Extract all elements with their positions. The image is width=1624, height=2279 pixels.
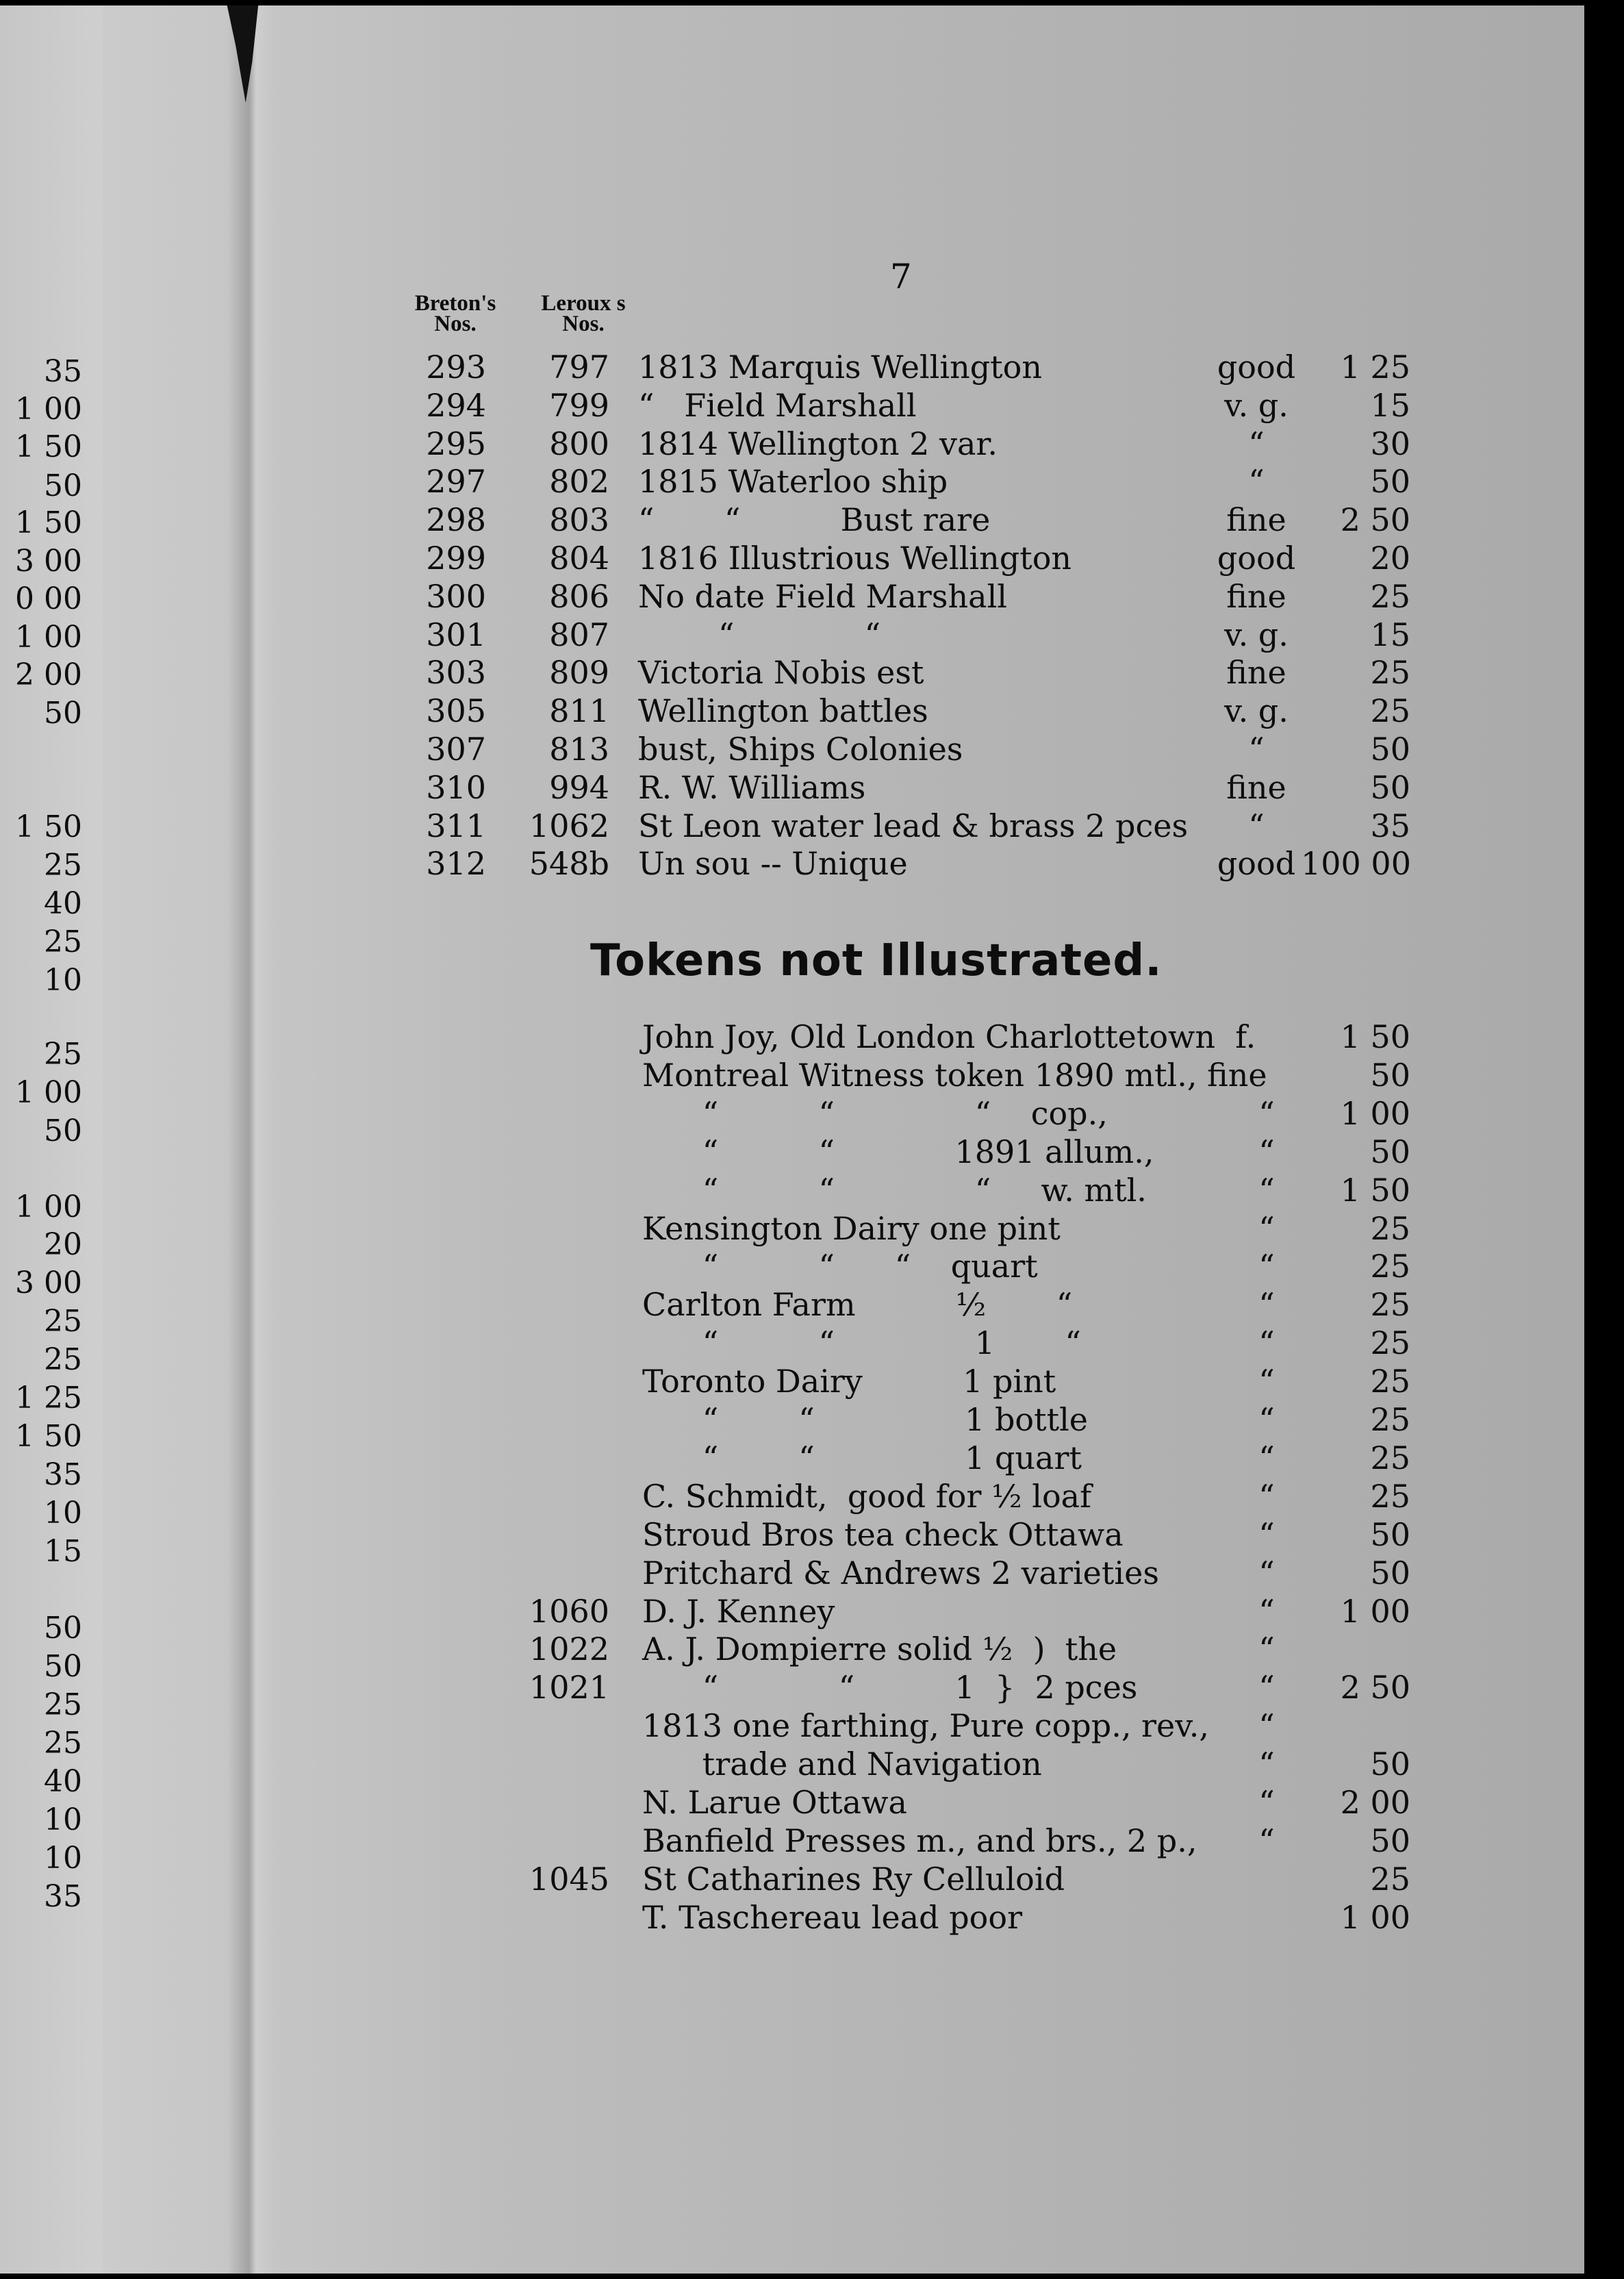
left-margin-value: 25 — [44, 1304, 82, 1339]
breton-number: 303 — [426, 654, 486, 692]
condition: good — [1217, 349, 1296, 386]
price: 25 — [1370, 1209, 1410, 1247]
leroux-number: 548b — [529, 845, 609, 883]
left-margin-value: 10 — [44, 963, 82, 998]
description: No date Field Marshall — [638, 577, 1007, 615]
price: 25 — [1370, 1477, 1410, 1515]
left-margin-value: 1 00 — [15, 1189, 82, 1224]
price: 30 — [1370, 425, 1410, 462]
description: “ “ 1 bottle — [642, 1401, 1089, 1438]
breton-number: 310 — [426, 768, 486, 806]
breton-number: 298 — [426, 501, 486, 539]
price: 50 — [1370, 1515, 1410, 1553]
header-breton: Breton's Nos. — [414, 291, 496, 336]
left-margin-value: 50 — [44, 1113, 82, 1148]
price: 25 — [1370, 1860, 1410, 1898]
leroux-number: 799 — [549, 386, 609, 424]
condition: good — [1217, 845, 1296, 883]
description: C. Schmidt, good for ½ loaf — [642, 1477, 1092, 1515]
condition: “ — [1258, 1630, 1275, 1668]
leroux-number: 804 — [549, 540, 609, 577]
price: 2 50 — [1340, 501, 1410, 539]
condition: “ — [1258, 1248, 1275, 1285]
left-margin-value: 1 50 — [15, 1419, 82, 1454]
description: Toronto Dairy 1 pint — [642, 1363, 1056, 1400]
description: trade and Navigation — [642, 1746, 1042, 1783]
description: 1815 Waterloo ship — [638, 463, 948, 501]
description: Victoria Nobis est — [638, 654, 924, 692]
leroux-number: 807 — [549, 616, 609, 653]
description: St Leon water lead & brass 2 pces — [638, 807, 1189, 844]
left-margin-value: 50 — [44, 468, 82, 503]
condition: “ — [1258, 1401, 1275, 1438]
description: “ “ — [638, 616, 881, 653]
price: 25 — [1370, 654, 1410, 692]
price: 2 50 — [1340, 1669, 1410, 1707]
breton-number: 311 — [426, 807, 486, 844]
description: “ “ 1 } 2 pces — [642, 1669, 1138, 1707]
leroux-number: 813 — [549, 731, 609, 768]
left-margin-value: 25 — [44, 924, 82, 959]
condition: v. g. — [1224, 692, 1289, 730]
description: Pritchard & Andrews 2 varieties — [642, 1554, 1159, 1591]
left-margin-value: 25 — [44, 848, 82, 883]
condition: “ — [1258, 1324, 1275, 1362]
description: bust, Ships Colonies — [638, 731, 963, 768]
price: 1 25 — [1340, 349, 1410, 386]
price: 20 — [1370, 540, 1410, 577]
price: 50 — [1370, 1746, 1410, 1783]
page-number: 7 — [890, 257, 912, 297]
left-margin-value: 1 50 — [15, 505, 82, 540]
description: “ Field Marshall — [638, 386, 917, 424]
left-margin-value: 10 — [44, 1496, 82, 1531]
condition: “ — [1258, 1094, 1275, 1132]
price: 25 — [1370, 1248, 1410, 1285]
price: 50 — [1370, 768, 1410, 806]
condition: “ — [1258, 1592, 1275, 1630]
description: “ “ “ w. mtl. — [642, 1171, 1147, 1209]
condition: fine — [1226, 577, 1286, 615]
catalog-number: 1022 — [529, 1630, 609, 1668]
description: Kensington Dairy one pint — [642, 1209, 1061, 1247]
price: 50 — [1370, 1133, 1410, 1170]
description: Un sou -- Unique — [638, 845, 908, 883]
scan-edge-bottom — [0, 2274, 1624, 2279]
condition: fine — [1226, 501, 1286, 539]
description: “ “ 1 quart — [642, 1439, 1082, 1476]
section-heading: Tokens not Illustrated. — [590, 935, 1163, 986]
left-margin-value: 0 00 — [15, 581, 82, 616]
left-margin-value: 1 25 — [15, 1381, 82, 1415]
left-margin-value: 20 — [44, 1227, 82, 1262]
price: 25 — [1370, 1324, 1410, 1362]
description: John Joy, Old London Charlottetown f. — [642, 1018, 1256, 1055]
scan-edge-right — [1584, 0, 1624, 2279]
description: Carlton Farm ½ “ — [642, 1286, 1073, 1324]
left-margin-value: 50 — [44, 1611, 82, 1646]
left-margin-value: 3 00 — [15, 544, 82, 579]
price: 50 — [1370, 1554, 1410, 1591]
leroux-number: 994 — [549, 768, 609, 806]
price: 1 00 — [1340, 1094, 1410, 1132]
condition: fine — [1226, 654, 1286, 692]
leroux-number: 803 — [549, 501, 609, 539]
description: St Catharines Ry Celluloid — [642, 1860, 1065, 1898]
catalog-number: 1021 — [529, 1669, 609, 1707]
left-margin-value: 10 — [44, 1841, 82, 1876]
breton-number: 294 — [426, 386, 486, 424]
condition: “ — [1258, 1784, 1275, 1821]
description: “ “ 1891 allum., — [642, 1133, 1154, 1170]
condition: “ — [1258, 1554, 1275, 1591]
leroux-number: 1062 — [529, 807, 609, 844]
condition: “ — [1258, 1477, 1275, 1515]
breton-number: 307 — [426, 731, 486, 768]
left-margin-value: 25 — [44, 1342, 82, 1377]
condition: “ — [1258, 1209, 1275, 1247]
condition: v. g. — [1224, 616, 1289, 653]
price: 35 — [1370, 807, 1410, 844]
price: 25 — [1370, 577, 1410, 615]
left-margin-value: 10 — [44, 1802, 82, 1837]
description: T. Taschereau lead poor — [642, 1898, 1023, 1936]
condition: “ — [1248, 731, 1265, 768]
description: 1813 one farthing, Pure copp., rev., — [642, 1707, 1210, 1745]
condition: “ — [1258, 1133, 1275, 1170]
price: 1 00 — [1340, 1898, 1410, 1936]
breton-number: 297 — [426, 463, 486, 501]
left-margin-value: 25 — [44, 1726, 82, 1761]
leroux-number: 800 — [549, 425, 609, 462]
price: 25 — [1370, 1363, 1410, 1400]
condition: “ — [1248, 807, 1265, 844]
condition: “ — [1258, 1363, 1275, 1400]
page-fold-shadow — [227, 0, 275, 2279]
leroux-number: 806 — [549, 577, 609, 615]
left-margin-value: 35 — [44, 354, 82, 389]
price: 25 — [1370, 1286, 1410, 1324]
catalog-number: 1060 — [529, 1592, 609, 1630]
description: Wellington battles — [638, 692, 928, 730]
price: 1 50 — [1340, 1171, 1410, 1209]
price: 15 — [1370, 616, 1410, 653]
price: 2 00 — [1340, 1784, 1410, 1821]
left-margin-value: 40 — [44, 886, 82, 921]
left-margin-value: 35 — [44, 1879, 82, 1914]
condition: fine — [1226, 768, 1286, 806]
price: 25 — [1370, 1401, 1410, 1438]
description: 1813 Marquis Wellington — [638, 349, 1042, 386]
condition: “ — [1258, 1286, 1275, 1324]
description: “ “ 1 “ — [642, 1324, 1081, 1362]
description: “ “ “ cop., — [642, 1094, 1108, 1132]
condition: “ — [1258, 1171, 1275, 1209]
leroux-number: 797 — [549, 349, 609, 386]
description: D. J. Kenney — [642, 1592, 835, 1630]
left-margin-value: 35 — [44, 1457, 82, 1492]
description: “ “ “ quart — [642, 1248, 1038, 1285]
breton-number: 312 — [426, 845, 486, 883]
description: 1816 Illustrious Wellington — [638, 540, 1072, 577]
left-margin-value: 25 — [44, 1037, 82, 1072]
left-margin-value: 1 00 — [15, 392, 82, 427]
condition: “ — [1258, 1515, 1275, 1553]
description: Montreal Witness token 1890 mtl., fine — [642, 1056, 1267, 1094]
leroux-number: 811 — [549, 692, 609, 730]
price: 15 — [1370, 386, 1410, 424]
condition: “ — [1258, 1746, 1275, 1783]
condition: “ — [1258, 1707, 1275, 1745]
description: “ “ Bust rare — [638, 501, 991, 539]
description: Banfield Presses m., and brs., 2 p., — [642, 1822, 1197, 1859]
left-margin-value: 1 00 — [15, 1075, 82, 1110]
left-margin-value: 3 00 — [15, 1266, 82, 1300]
header-leroux: Leroux s Nos. — [541, 291, 626, 336]
catalog-number: 1045 — [529, 1860, 609, 1898]
breton-number: 293 — [426, 349, 486, 386]
price: 50 — [1370, 1056, 1410, 1094]
condition: “ — [1248, 425, 1265, 462]
leroux-number: 809 — [549, 654, 609, 692]
scan-edge-top — [0, 0, 1624, 5]
price: 50 — [1370, 731, 1410, 768]
breton-number: 305 — [426, 692, 486, 730]
price: 100 00 — [1301, 845, 1411, 883]
price: 50 — [1370, 1822, 1410, 1859]
left-margin-value: 2 00 — [15, 657, 82, 692]
description: Stroud Bros tea check Ottawa — [642, 1515, 1124, 1553]
left-margin-value: 25 — [44, 1687, 82, 1722]
description: A. J. Dompierre solid ½ ) the — [642, 1630, 1117, 1668]
left-margin-value: 15 — [44, 1534, 82, 1569]
price: 50 — [1370, 463, 1410, 501]
breton-number: 300 — [426, 577, 486, 615]
price: 1 00 — [1340, 1592, 1410, 1630]
left-margin-value: 1 50 — [15, 809, 82, 844]
price: 25 — [1370, 692, 1410, 730]
condition: “ — [1248, 463, 1265, 501]
leroux-number: 802 — [549, 463, 609, 501]
description: R. W. Williams — [638, 768, 866, 806]
condition: “ — [1258, 1439, 1275, 1476]
description: 1814 Wellington 2 var. — [638, 425, 998, 462]
left-margin-value: 1 50 — [15, 429, 82, 464]
price: 1 50 — [1340, 1018, 1410, 1055]
condition: “ — [1258, 1669, 1275, 1707]
breton-number: 295 — [426, 425, 486, 462]
condition: good — [1217, 540, 1296, 577]
description: N. Larue Ottawa — [642, 1784, 907, 1821]
left-margin-value: 40 — [44, 1764, 82, 1799]
condition: v. g. — [1224, 386, 1289, 424]
price: 25 — [1370, 1439, 1410, 1476]
breton-number: 299 — [426, 540, 486, 577]
left-margin-value: 1 00 — [15, 620, 82, 655]
left-margin-value: 50 — [44, 696, 82, 731]
breton-number: 301 — [426, 616, 486, 653]
left-margin-value: 50 — [44, 1649, 82, 1684]
condition: “ — [1258, 1822, 1275, 1859]
